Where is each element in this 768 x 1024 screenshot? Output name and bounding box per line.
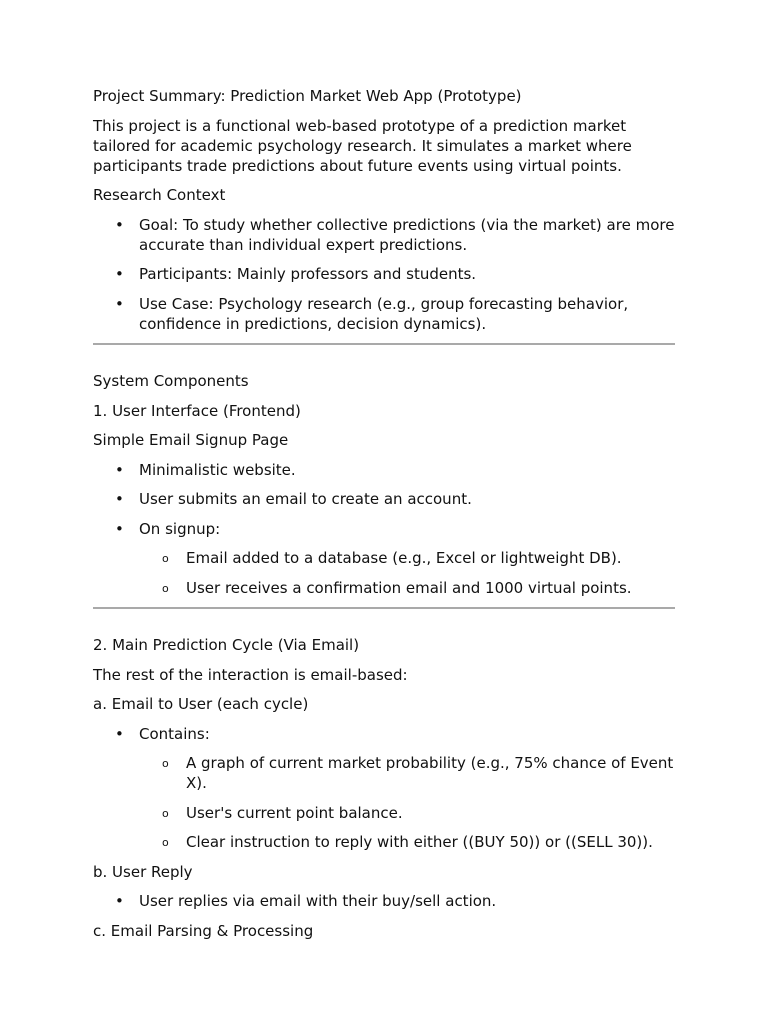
contains-sublist	[93, 753, 675, 852]
sub-list-item: o Clear instruction to reply with either ((BUY 50)) or ((SELL 30)).	[93, 832, 675, 852]
list-item: • Participants: Mainly professors and students.	[93, 264, 675, 284]
sub-list-item: o User receives a confirmation email and 1000 virtual points.	[93, 578, 675, 598]
system-components-heading: System Components	[93, 372, 249, 390]
research-context-list	[93, 215, 675, 334]
list-item: • Use Case: Psychology research (e.g., group forecasting behavior, confidence in predictions, decision dynamics).	[93, 294, 675, 334]
sub-list-item: o A graph of current market probability (e.g., 75% chance of Event X).	[93, 753, 675, 793]
document-title: Project Summary: Prediction Market Web App (Prototype)	[93, 87, 522, 105]
signup-sublist	[93, 548, 675, 598]
intro-paragraph: This project is a functional web-based prototype of a prediction market tailored for academic psychology research. It simulates a market where participants trade predictions about future events using virtual points.	[93, 116, 632, 175]
contains-list	[93, 724, 675, 744]
email-to-user-heading: a. Email to User (each cycle)	[93, 695, 309, 713]
email-parsing-heading: c. Email Parsing & Processing	[93, 921, 314, 940]
prediction-cycle-heading: 2. Main Prediction Cycle (Via Email)	[93, 636, 360, 654]
user-reply-heading: b. User Reply	[93, 862, 193, 881]
section-divider	[93, 343, 675, 345]
signup-page-heading: Simple Email Signup Page	[93, 431, 289, 449]
sub-list-item: o User's current point balance.	[93, 803, 675, 823]
reply-list	[93, 891, 675, 911]
research-context-heading: Research Context	[93, 186, 226, 204]
list-item: • Minimalistic website.	[93, 460, 675, 480]
list-item: • Goal: To study whether collective predictions (via the market) are more accurate than individual expert predictions.	[93, 215, 675, 255]
prediction-cycle-intro: The rest of the interaction is email-based:	[93, 665, 408, 684]
sub-list-item: o Email added to a database (e.g., Excel or lightweight DB).	[93, 548, 675, 568]
signup-list	[93, 460, 675, 539]
document-page	[93, 86, 675, 950]
list-item: • User replies via email with their buy/sell action.	[93, 891, 675, 911]
section-divider	[93, 607, 675, 609]
list-item: • User submits an email to create an account.	[93, 489, 675, 509]
user-interface-heading: 1. User Interface (Frontend)	[93, 401, 301, 420]
list-item: • On signup:	[93, 519, 675, 539]
list-item: • Contains:	[93, 724, 675, 744]
